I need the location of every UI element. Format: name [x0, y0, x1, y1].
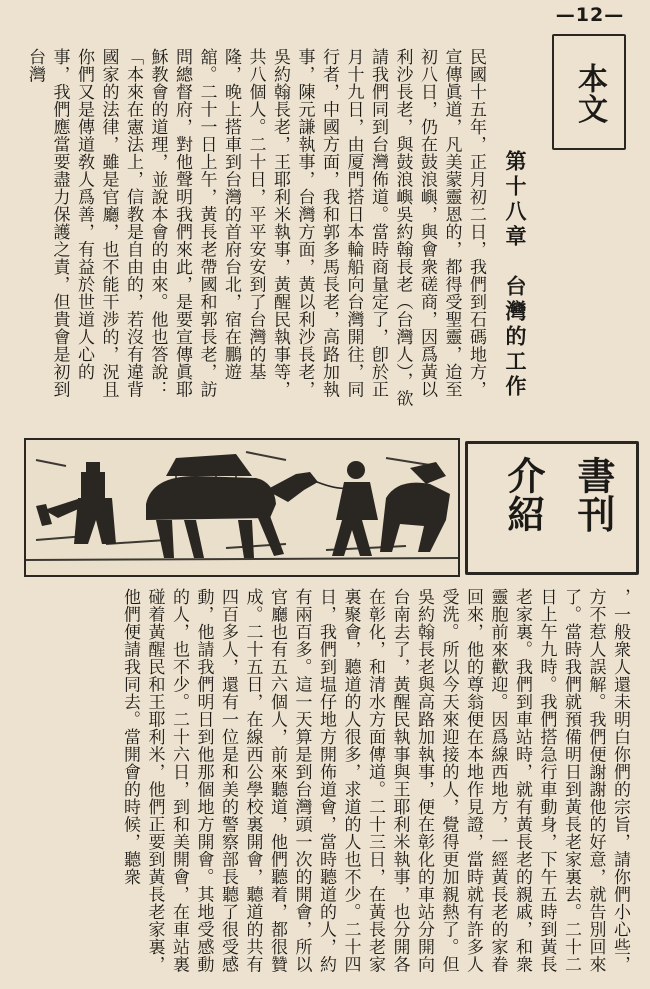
top-text-block: 民國十五年，正月初二日，我們到石碼地方，宣傳眞道，凡美蒙靈恩的，都得受聖靈，迨至初八日，仍在鼓浪嶼，與會衆磋商，因爲黃以利沙長老，與鼓浪嶼吳約翰長老（台灣人），欲請我們同到台灣佈道。當時商量定了，卽於正月十九日，由厦門搭日本輪船向台灣開往，同行者，中國方面，我和郭多馬長老，高路加執事，陳元謙執事，台灣方面，黃以利沙長老，吳約翰長老，王耶利米執事，黃醒民執事等，共八個人。二十日，平平安安到了台灣的基隆，晚上搭車到台灣的首府台北，宿在鵬遊舘。二十一日上午，黃長老帶國和郭長老，訪問總督府，對他聲明我們來此，是要宣傳眞耶穌教會的道理，並說本會的由來。他也答說：「本來在憲法上，信教是自由的，若沒有違背國家的法律，雖是官廳，也不能干涉的，況且你們又是傳道敎人爲善，有益於世道人心的事，我們應當要盡力保護之責，但貴會是初到台灣 — [25, 48, 486, 407]
chapter-heading: 第十八章 台灣的工作 — [503, 150, 527, 400]
section-label: 本文 — [572, 62, 607, 124]
book-intro-title: 書刊 — [571, 456, 615, 533]
woodcut-illustration — [24, 438, 460, 577]
section-label-box — [552, 34, 626, 150]
page-number: —12— — [555, 4, 625, 26]
book-intro-box — [465, 441, 639, 575]
book-intro-subtitle: 介紹 — [501, 456, 545, 533]
woodcut-figures — [26, 440, 458, 575]
bottom-text-block: ，一般衆人還未明白你們的宗旨，請你們小心些，方不惹人誤解。我們便謝謝他的好意，就告別回來了。當時我們就預備明日到黃長老家裏去。二十二日上午九時。我們搭急行車動身，下午五時到黃長老家裏。我們到車站時，就有黃長老的親戚，和衆靈胞前來歡迎。因爲線西地方，一經黃長老的家眷回來，他的尊翁便在本地作見證，當時就有許多人受洗。所以今天來迎接的人，覺得更加親熱了。但吳約翰長老與高路加執事，便在彰化的車站分開向台南去了，黃醒民執事與王耶利米執事，也分開各在彰化，和清水方面傳道。二十三日，在黃長老家裏聚會，聽道的人很多，求道的人也不少。二十四日，我們到塭仔地方開佈道會，當時聽道的人，約有兩百多。這一天算是到台灣頭一次的開會，所以官廳也有五六個人，前來聽道，他們聽着，都很贊成。二十五日，在線西公學校裏開會，聽道的共有四百多人，還有一位是和美的警察部長聽了很受感動，他請我們明日到他那個地方開會。其地受感動的人，也不少。二十六日，到和美開會，在車站裏碰着黃醒民和王耶利米，他們正要到黃長老家裏，他們便請我同去。當開會的時候，聽衆 — [120, 588, 630, 973]
